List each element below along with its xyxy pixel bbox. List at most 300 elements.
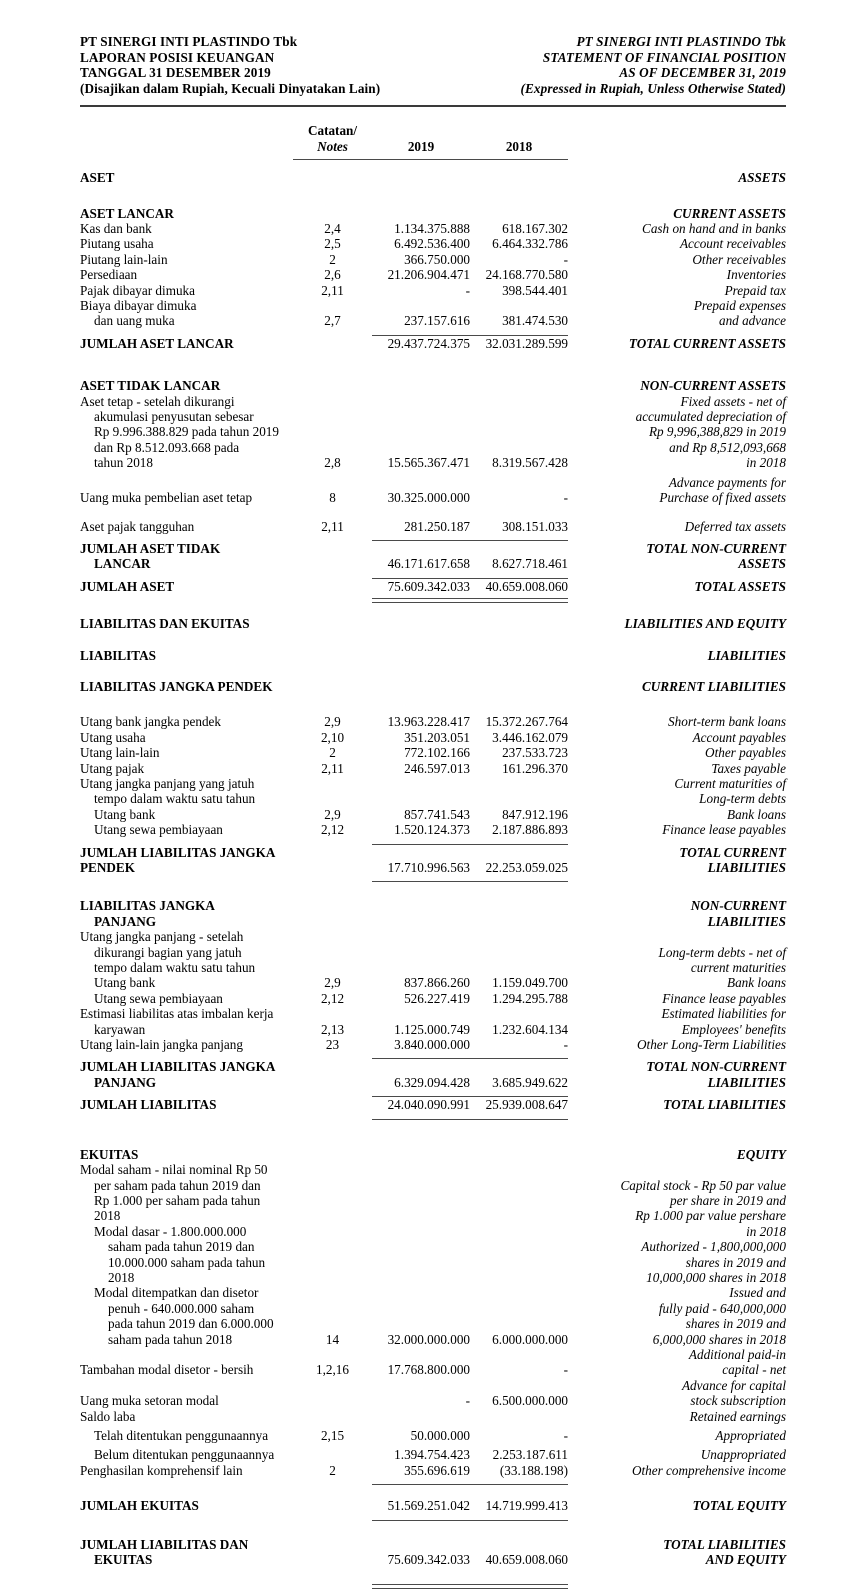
liabilities-en: LIABILITIES — [707, 647, 786, 663]
lt-finance-lease-note: 2,12 — [320, 990, 345, 1006]
row-total-noncurrent-assets — [80, 541, 786, 556]
table-row — [80, 475, 786, 490]
assets-title-en: ASSETS — [738, 170, 786, 186]
advance-fixed-assets-label-en-l1: Advance payments for — [668, 474, 786, 490]
cm-finance-lease-2019: 1.520.124.373 — [394, 822, 470, 838]
total-current-assets-en: TOTAL CURRENT ASSETS — [628, 335, 786, 351]
subtotal-rule-total-liabilities — [80, 1090, 786, 1097]
employee-benefits-label-en-l1: Estimated liabilities for — [661, 1006, 786, 1022]
capital-stock-label-en-l9: fully paid - 640,000,000 — [658, 1300, 786, 1316]
cm-finance-lease-2018: 2.187.886.893 — [492, 822, 568, 838]
other-receivables-2019: 366.750.000 — [404, 251, 470, 267]
total-liabilities-id: JUMLAH LIABILITAS — [80, 1097, 217, 1113]
capital-stock-label-id-l6: saham pada tahun 2019 dan — [108, 1239, 255, 1255]
total-current-assets-2019: 29.437.724.375 — [387, 335, 470, 351]
capital-stock-label-id-l5: Modal dasar - 1.800.000.000 — [94, 1223, 247, 1239]
total-current-assets-id: JUMLAH ASET LANCAR — [80, 335, 234, 351]
total-liabilities-equity-id-l2: EKUITAS — [94, 1552, 153, 1568]
capital-stock-label-id-l7: 10.000.000 saham pada tahun — [108, 1254, 266, 1270]
total-current-liabilities-en-l1: TOTAL CURRENT — [679, 844, 786, 860]
row-total-equity — [80, 1498, 786, 1513]
fixed-assets-2019: 15.565.367.471 — [387, 455, 470, 471]
table-row — [80, 1178, 786, 1193]
fixed-assets-label-en-l4: and Rp 8,512,093,668 — [669, 439, 786, 455]
table-row — [80, 776, 786, 791]
current-maturities-label-en-l1: Current maturities of — [674, 775, 786, 791]
fixed-assets-label-en-l2: accumulated depreciation of — [635, 409, 786, 425]
current-liabilities-id: LIABILITAS JANGKA PENDEK — [80, 678, 273, 694]
longterm-debts-label-id-l1: Utang jangka panjang - setelah — [80, 929, 244, 945]
inventories-2019: 21.206.904.471 — [387, 267, 470, 283]
total-noncurrent-assets-2018: 8.627.718.461 — [492, 556, 568, 572]
currency-note-en: (Expressed in Rupiah, Unless Otherwise Stated) — [520, 80, 786, 96]
table-row — [80, 807, 786, 822]
table-row — [80, 822, 786, 837]
assets-title-id: ASET — [80, 170, 115, 186]
subtotal-rule-total-assets — [80, 572, 786, 579]
prepaid-expenses-label-en-l1: Prepaid expenses — [693, 298, 786, 314]
capital-stock-label-en-l8: Issued and — [729, 1285, 786, 1301]
equity-en: EQUITY — [736, 1146, 786, 1162]
advance-capital-2018: 6.500.000.000 — [492, 1393, 568, 1409]
ar-note: 2,5 — [324, 236, 341, 252]
advance-capital-2019: - — [465, 1393, 470, 1409]
cash-2019: 1.134.375.888 — [394, 221, 470, 236]
other-payables-label-en: Other payables — [705, 745, 786, 761]
table-row — [80, 1270, 786, 1285]
advance-capital-label-en-l2: stock subscription — [690, 1393, 786, 1409]
short-term-bank-loans-label-id: Utang bank jangka pendek — [80, 714, 221, 730]
lt-finance-lease-2018: 1.294.295.788 — [492, 990, 568, 1006]
other-longterm-liabilities-label-en: Other Long-Term Liabilities — [637, 1037, 786, 1053]
lt-finance-lease-2019: 526.227.419 — [404, 990, 470, 1006]
capital-stock-label-id-l2: per saham pada tahun 2019 dan — [94, 1177, 261, 1193]
current-assets-id: ASET LANCAR — [80, 205, 174, 221]
table-row — [80, 929, 786, 944]
statement-title-id: LAPORAN POSISI KEUANGAN — [80, 49, 275, 65]
total-assets-2019: 75.609.342.033 — [387, 578, 470, 594]
other-longterm-liabilities-2018: - — [563, 1037, 568, 1053]
row-total-noncurrent-assets-2 — [80, 556, 786, 571]
total-assets-2018: 40.659.008.060 — [485, 578, 568, 594]
deferred-tax-assets-2018: 308.151.033 — [502, 518, 568, 534]
cm-finance-lease-note: 2,12 — [320, 822, 345, 838]
current-maturities-label-id-l2: tempo dalam waktu satu tahun — [94, 791, 256, 807]
currency-note-id: (Disajikan dalam Rupiah, Kecuali Dinyatakan Lain) — [80, 80, 381, 96]
inventories-label-id: Persediaan — [80, 267, 138, 283]
statement-date-en: AS OF DECEMBER 31, 2019 — [619, 65, 786, 81]
other-longterm-liabilities-note: 23 — [325, 1037, 340, 1053]
employee-benefits-label-en-l2: Employees' benefits — [681, 1021, 786, 1037]
subtotal-rule-current-assets — [80, 329, 786, 336]
unappropriated-label-id: Belum ditentukan penggunaannya — [94, 1447, 275, 1463]
apic-label-en-l1: Additional paid-in — [688, 1346, 786, 1362]
total-equity-id: JUMLAH EKUITAS — [80, 1498, 199, 1514]
table-row — [80, 298, 786, 313]
row-noncurrent-assets-title — [80, 378, 786, 393]
prepaid-expenses-2018: 381.474.530 — [502, 313, 568, 329]
advance-capital-label-id: Uang muka setoran modal — [80, 1393, 219, 1409]
capital-stock-label-en-l10: shares in 2019 and — [685, 1316, 786, 1332]
row-noncurrent-liabilities-title-2 — [80, 914, 786, 929]
total-equity-en: TOTAL EQUITY — [692, 1498, 786, 1514]
table-row — [80, 519, 786, 534]
table-row — [80, 1301, 786, 1316]
noncurrent-liabilities-id-l1: LIABILITAS JANGKA — [80, 898, 215, 914]
total-noncurrent-liabilities-2019: 6.329.094.428 — [394, 1074, 470, 1090]
row-liabilities-equity-title — [80, 616, 786, 631]
header-english — [521, 34, 786, 96]
table-row — [80, 1347, 786, 1362]
subtotal-rule-equity — [80, 1478, 786, 1485]
capital-stock-label-id-l1: Modal saham - nilai nominal Rp 50 — [80, 1162, 268, 1178]
prepaid-expenses-note: 2,7 — [324, 313, 341, 329]
total-liabilities-2018: 25.939.008.647 — [485, 1097, 568, 1113]
page-content — [80, 34, 786, 1589]
prepaid-tax-2019: - — [465, 282, 470, 298]
other-receivables-2018: - — [563, 251, 568, 267]
current-maturities-label-id-l1: Utang jangka panjang yang jatuh — [80, 775, 255, 791]
advance-fixed-assets-2019: 30.325.000.000 — [387, 490, 470, 506]
total-noncurrent-assets-id-l1: JUMLAH ASET TIDAK — [80, 540, 221, 556]
ar-2018: 6.464.332.786 — [492, 236, 568, 252]
cash-note: 2,4 — [324, 221, 341, 236]
other-payables-label-id: Utang lain-lain — [80, 745, 160, 761]
table-row — [80, 455, 786, 470]
lt-finance-lease-label-en: Finance lease payables — [662, 990, 786, 1006]
account-payables-label-id: Utang usaha — [80, 729, 146, 745]
table-row — [80, 1409, 786, 1424]
table-row — [80, 1022, 786, 1037]
table-row — [80, 490, 786, 505]
fixed-assets-label-id-l4: dan Rp 8.512.093.668 pada — [94, 439, 240, 455]
oci-note: 2 — [329, 1462, 336, 1478]
table-row — [80, 1255, 786, 1270]
row-total-liabilities-equity — [80, 1537, 786, 1552]
table-row — [80, 1208, 786, 1223]
rule-below-total-liabilities — [80, 1113, 786, 1120]
capital-stock-2019: 32.000.000.000 — [387, 1331, 470, 1347]
oci-2018: (33.188.198) — [499, 1462, 568, 1478]
noncurrent-liabilities-id-l2: PANJANG — [94, 913, 157, 929]
row-total-liabilities-equity-2 — [80, 1552, 786, 1567]
employee-benefits-label-id-l1: Estimasi liabilitas atas imbalan kerja — [80, 1006, 274, 1022]
other-payables-2019: 772.102.166 — [404, 745, 470, 761]
capital-stock-label-id-l4: 2018 — [94, 1208, 121, 1224]
longterm-debts-label-id-l3: tempo dalam waktu satu tahun — [94, 960, 256, 976]
table-row — [80, 991, 786, 1006]
row-noncurrent-liabilities-title — [80, 898, 786, 913]
double-rule-total-assets — [80, 594, 786, 603]
header-indonesian — [80, 34, 380, 96]
subtotal-rule-current-liabilities — [80, 838, 786, 845]
cm-bank-loans-label-id: Utang bank — [94, 806, 156, 822]
subtotal-rule-noncurrent-liabilities — [80, 1052, 786, 1059]
capital-stock-label-en-l7: 10,000,000 shares in 2018 — [646, 1269, 786, 1285]
fixed-assets-label-id-l5: tahun 2018 — [94, 455, 153, 471]
table-row — [80, 1193, 786, 1208]
table-row — [80, 221, 786, 236]
short-term-bank-loans-2019: 13.963.228.417 — [387, 714, 470, 730]
table-row — [80, 440, 786, 455]
capital-stock-label-id-l11: pada tahun 2019 dan 6.000.000 — [108, 1316, 274, 1332]
statement-date-id: TANGGAL 31 DESEMBER 2019 — [80, 65, 271, 81]
fixed-assets-label-id-l3: Rp 9.996.388.829 pada tahun 2019 — [94, 424, 279, 440]
other-receivables-label-id: Piutang lain-lain — [80, 251, 168, 267]
table-row — [80, 1224, 786, 1239]
table-row — [80, 409, 786, 424]
longterm-debts-label-id-l2: dikurangi bagian yang jatuh — [94, 944, 242, 960]
capital-stock-label-en-l5: Authorized - 1,800,000,000 — [641, 1239, 786, 1255]
lt-bank-loans-label-id: Utang bank — [94, 975, 156, 991]
unappropriated-2019: 1.394.754.423 — [394, 1447, 470, 1463]
prepaid-tax-label-en: Prepaid tax — [724, 282, 786, 298]
capital-stock-label-id-l9: Modal ditempatkan dan disetor — [94, 1285, 259, 1301]
total-noncurrent-assets-2019: 46.171.617.658 — [387, 556, 470, 572]
company-name-en: PT SINERGI INTI PLASTINDO Tbk — [576, 34, 786, 49]
total-liabilities-equity-en-l1: TOTAL LIABILITIES — [663, 1536, 786, 1552]
table-row — [80, 1162, 786, 1177]
cash-label-id: Kas dan bank — [80, 221, 152, 236]
advance-fixed-assets-label-id: Uang muka pembelian aset tetap — [80, 490, 253, 506]
table-row — [80, 1316, 786, 1331]
statement-title-en: STATEMENT OF FINANCIAL POSITION — [542, 49, 786, 65]
col-header-2019: 2019 — [407, 138, 435, 154]
prepaid-tax-2018: 398.544.401 — [502, 282, 568, 298]
double-rule-grand-total — [80, 1580, 786, 1589]
appropriated-2019: 50.000.000 — [410, 1428, 470, 1443]
total-equity-2019: 51.569.251.042 — [387, 1498, 470, 1514]
deferred-tax-assets-2019: 281.250.187 — [404, 518, 470, 534]
prepaid-expenses-label-id-l1: Biaya dibayar dimuka — [80, 298, 197, 314]
table-row — [80, 1463, 786, 1478]
liabilities-id: LIABILITAS — [80, 647, 156, 663]
balance-sheet-table — [80, 107, 786, 1589]
current-maturities-label-en-l2: Long-term debts — [699, 791, 786, 807]
taxes-payable-label-id: Utang pajak — [80, 760, 145, 776]
row-total-noncurrent-liabilities — [80, 1059, 786, 1074]
lt-bank-loans-label-en: Bank loans — [727, 975, 786, 991]
noncurrent-assets-id: ASET TIDAK LANCAR — [80, 378, 221, 394]
taxes-payable-2018: 161.296.370 — [502, 760, 568, 776]
equity-id: EKUITAS — [80, 1146, 139, 1162]
table-row — [80, 394, 786, 409]
unappropriated-2018: 2.253.187.611 — [492, 1447, 568, 1463]
prepaid-tax-note: 2,11 — [321, 282, 344, 298]
inventories-2018: 24.168.770.580 — [485, 267, 568, 283]
account-payables-label-en: Account payables — [692, 729, 786, 745]
cash-2018: 618.167.302 — [502, 221, 568, 236]
account-payables-2019: 351.203.051 — [404, 729, 470, 745]
document-header — [80, 34, 786, 96]
inventories-note: 2,6 — [324, 267, 341, 283]
table-row — [80, 1037, 786, 1052]
advance-fixed-assets-label-en-l2: Purchase of fixed assets — [659, 490, 786, 506]
lt-finance-lease-label-id: Utang sewa pembiayaan — [94, 990, 223, 1006]
table-row — [80, 1393, 786, 1408]
row-equity-title — [80, 1147, 786, 1162]
employee-benefits-note: 2,13 — [320, 1021, 345, 1037]
table-row — [80, 424, 786, 439]
total-current-liabilities-2019: 17.710.996.563 — [387, 860, 470, 875]
table-row — [80, 267, 786, 282]
table-row — [80, 745, 786, 760]
other-payables-note: 2 — [329, 745, 336, 761]
table-row — [80, 283, 786, 298]
retained-earnings-label-id: Saldo laba — [80, 1408, 136, 1424]
fixed-assets-label-en-l3: Rp 9,996,388,829 in 2019 — [648, 424, 786, 440]
total-noncurrent-assets-en-l2: ASSETS — [738, 556, 786, 572]
prepaid-expenses-label-en-l2: and advance — [718, 313, 786, 329]
total-noncurrent-liabilities-id-l1: JUMLAH LIABILITAS JANGKA — [80, 1059, 276, 1075]
row-total-current-assets — [80, 336, 786, 351]
total-current-liabilities-id-l1: JUMLAH LIABILITAS JANGKA — [80, 844, 276, 860]
ar-label-id: Piutang usaha — [80, 236, 154, 252]
table-row — [80, 730, 786, 745]
deferred-tax-assets-label-id: Aset pajak tangguhan — [80, 518, 195, 534]
current-liabilities-en: CURRENT LIABILITIES — [641, 678, 786, 694]
appropriated-label-id: Telah ditentukan penggunaannya — [94, 1428, 269, 1443]
appropriated-2018: - — [563, 1428, 568, 1443]
table-row — [80, 1285, 786, 1300]
lt-bank-loans-note: 2,9 — [324, 975, 341, 991]
other-receivables-label-en: Other receivables — [692, 251, 786, 267]
table-row — [80, 1428, 786, 1443]
table-row — [80, 1447, 786, 1462]
row-total-current-liabilities-2 — [80, 860, 786, 875]
table-column-headers — [80, 123, 786, 138]
deferred-tax-assets-label-en: Deferred tax assets — [684, 518, 786, 534]
row-total-noncurrent-liabilities-2 — [80, 1075, 786, 1090]
capital-stock-label-en-l2: per share in 2019 and — [670, 1192, 786, 1208]
total-liabilities-equity-en-l2: AND EQUITY — [705, 1552, 786, 1568]
fixed-assets-label-id-l1: Aset tetap - setelah dikurangi — [80, 393, 235, 409]
row-current-assets-title — [80, 206, 786, 221]
ar-label-en: Account receivables — [679, 236, 786, 252]
total-current-liabilities-en-l2: LIABILITIES — [707, 860, 786, 875]
lt-bank-loans-2019: 837.866.260 — [404, 975, 470, 991]
apic-label-en-l2: capital - net — [722, 1362, 786, 1378]
taxes-payable-label-en: Taxes payable — [711, 760, 786, 776]
table-row — [80, 252, 786, 267]
capital-stock-note: 14 — [325, 1331, 340, 1347]
col-header-notes-id: Catatan/ — [307, 123, 358, 139]
table-row — [80, 761, 786, 776]
row-current-liabilities-title — [80, 679, 786, 694]
apic-2019: 17.768.800.000 — [387, 1362, 470, 1378]
prepaid-expenses-label-id-l2: dan uang muka — [94, 313, 175, 329]
rule-below-total-current-liabilities — [80, 875, 786, 882]
company-name-id: PT SINERGI INTI PLASTINDO Tbk — [80, 34, 298, 49]
employee-benefits-label-id-l2: karyawan — [94, 1021, 146, 1037]
total-liabilities-equity-2019: 75.609.342.033 — [387, 1552, 470, 1568]
short-term-bank-loans-label-en: Short-term bank loans — [668, 714, 786, 730]
col-header-notes-en: Notes — [317, 138, 348, 154]
table-row — [80, 1378, 786, 1393]
cm-bank-loans-2019: 857.741.543 — [404, 806, 470, 822]
appropriated-label-en: Appropriated — [715, 1428, 786, 1443]
longterm-debts-label-en-l2: current maturities — [690, 960, 786, 976]
employee-benefits-2019: 1.125.000.749 — [394, 1021, 470, 1037]
row-total-current-liabilities — [80, 845, 786, 860]
advance-fixed-assets-note: 8 — [329, 490, 336, 506]
table-row — [80, 945, 786, 960]
total-noncurrent-liabilities-2018: 3.685.949.622 — [492, 1074, 568, 1090]
advance-capital-label-en-l1: Advance for capital — [681, 1377, 786, 1393]
row-total-assets — [80, 579, 786, 594]
ar-2019: 6.492.536.400 — [394, 236, 470, 252]
apic-label-id: Tambahan modal disetor - bersih — [80, 1362, 254, 1378]
total-noncurrent-assets-id-l2: LANCAR — [94, 556, 151, 572]
row-liabilities-title — [80, 648, 786, 663]
table-row — [80, 1239, 786, 1254]
fixed-assets-2018: 8.319.567.428 — [492, 455, 568, 471]
other-receivables-note: 2 — [329, 251, 336, 267]
total-assets-id: JUMLAH ASET — [80, 578, 175, 594]
prepaid-tax-label-id: Pajak dibayar dimuka — [80, 282, 195, 298]
cm-bank-loans-label-en: Bank loans — [727, 806, 786, 822]
fixed-assets-note: 2,8 — [324, 455, 341, 471]
table-row — [80, 714, 786, 729]
total-current-assets-2018: 32.031.289.599 — [485, 335, 568, 351]
total-noncurrent-liabilities-en-l1: TOTAL NON-CURRENT — [646, 1059, 786, 1075]
noncurrent-assets-en: NON-CURRENT ASSETS — [640, 378, 786, 394]
table-row — [80, 1362, 786, 1377]
employee-benefits-2018: 1.232.604.134 — [492, 1021, 568, 1037]
capital-stock-label-id-l3: Rp 1.000 per saham pada tahun — [94, 1192, 261, 1208]
oci-label-id: Penghasilan komprehensif lain — [80, 1462, 243, 1478]
cm-finance-lease-label-id: Utang sewa pembiayaan — [94, 822, 223, 838]
fixed-assets-label-en-l1: Fixed assets - net of — [680, 393, 786, 409]
table-row — [80, 975, 786, 990]
total-noncurrent-liabilities-id-l2: PANJANG — [94, 1074, 157, 1090]
row-assets-title — [80, 170, 786, 185]
table-row — [80, 313, 786, 328]
capital-stock-label-en-l1: Capital stock - Rp 50 par value — [620, 1177, 786, 1193]
liabilities-equity-en: LIABILITIES AND EQUITY — [624, 616, 786, 632]
oci-label-en: Other comprehensive income — [631, 1462, 786, 1478]
table-row — [80, 1006, 786, 1021]
other-longterm-liabilities-2019: 3.840.000.000 — [394, 1037, 470, 1053]
subtotal-rule-noncurrent-assets — [80, 534, 786, 541]
total-noncurrent-assets-en-l1: TOTAL NON-CURRENT — [646, 540, 786, 556]
advance-fixed-assets-2018: - — [563, 490, 568, 506]
noncurrent-liabilities-en-l2: LIABILITIES — [707, 913, 786, 929]
table-row — [80, 791, 786, 806]
table-row — [80, 1332, 786, 1347]
current-assets-en: CURRENT ASSETS — [673, 205, 786, 221]
capital-stock-label-en-l4: in 2018 — [746, 1223, 786, 1239]
taxes-payable-2019: 246.597.013 — [404, 760, 470, 776]
cm-finance-lease-label-en: Finance lease payables — [662, 822, 786, 838]
rule-below-total-equity — [80, 1514, 786, 1521]
longterm-debts-label-en-l1: Long-term debts - net of — [658, 944, 786, 960]
cm-bank-loans-2018: 847.912.196 — [502, 806, 568, 822]
total-current-liabilities-2018: 22.253.059.025 — [485, 860, 568, 875]
col-header-2018: 2018 — [505, 138, 533, 154]
fixed-assets-label-en-l5: in 2018 — [746, 455, 786, 471]
total-liabilities-en: TOTAL LIABILITIES — [663, 1097, 786, 1113]
appropriated-note: 2,15 — [320, 1428, 345, 1443]
inventories-label-en: Inventories — [726, 267, 786, 283]
liabilities-equity-id: LIABILITAS DAN EKUITAS — [80, 616, 250, 632]
cm-bank-loans-note: 2,9 — [324, 806, 341, 822]
capital-stock-label-en-l3: Rp 1.000 par value pershare — [635, 1208, 786, 1224]
capital-stock-label-en-l11: 6,000,000 shares in 2018 — [652, 1331, 786, 1347]
total-liabilities-2019: 24.040.090.991 — [387, 1097, 470, 1113]
unappropriated-label-en: Unappropriated — [700, 1447, 786, 1463]
short-term-bank-loans-note: 2,9 — [324, 714, 341, 730]
